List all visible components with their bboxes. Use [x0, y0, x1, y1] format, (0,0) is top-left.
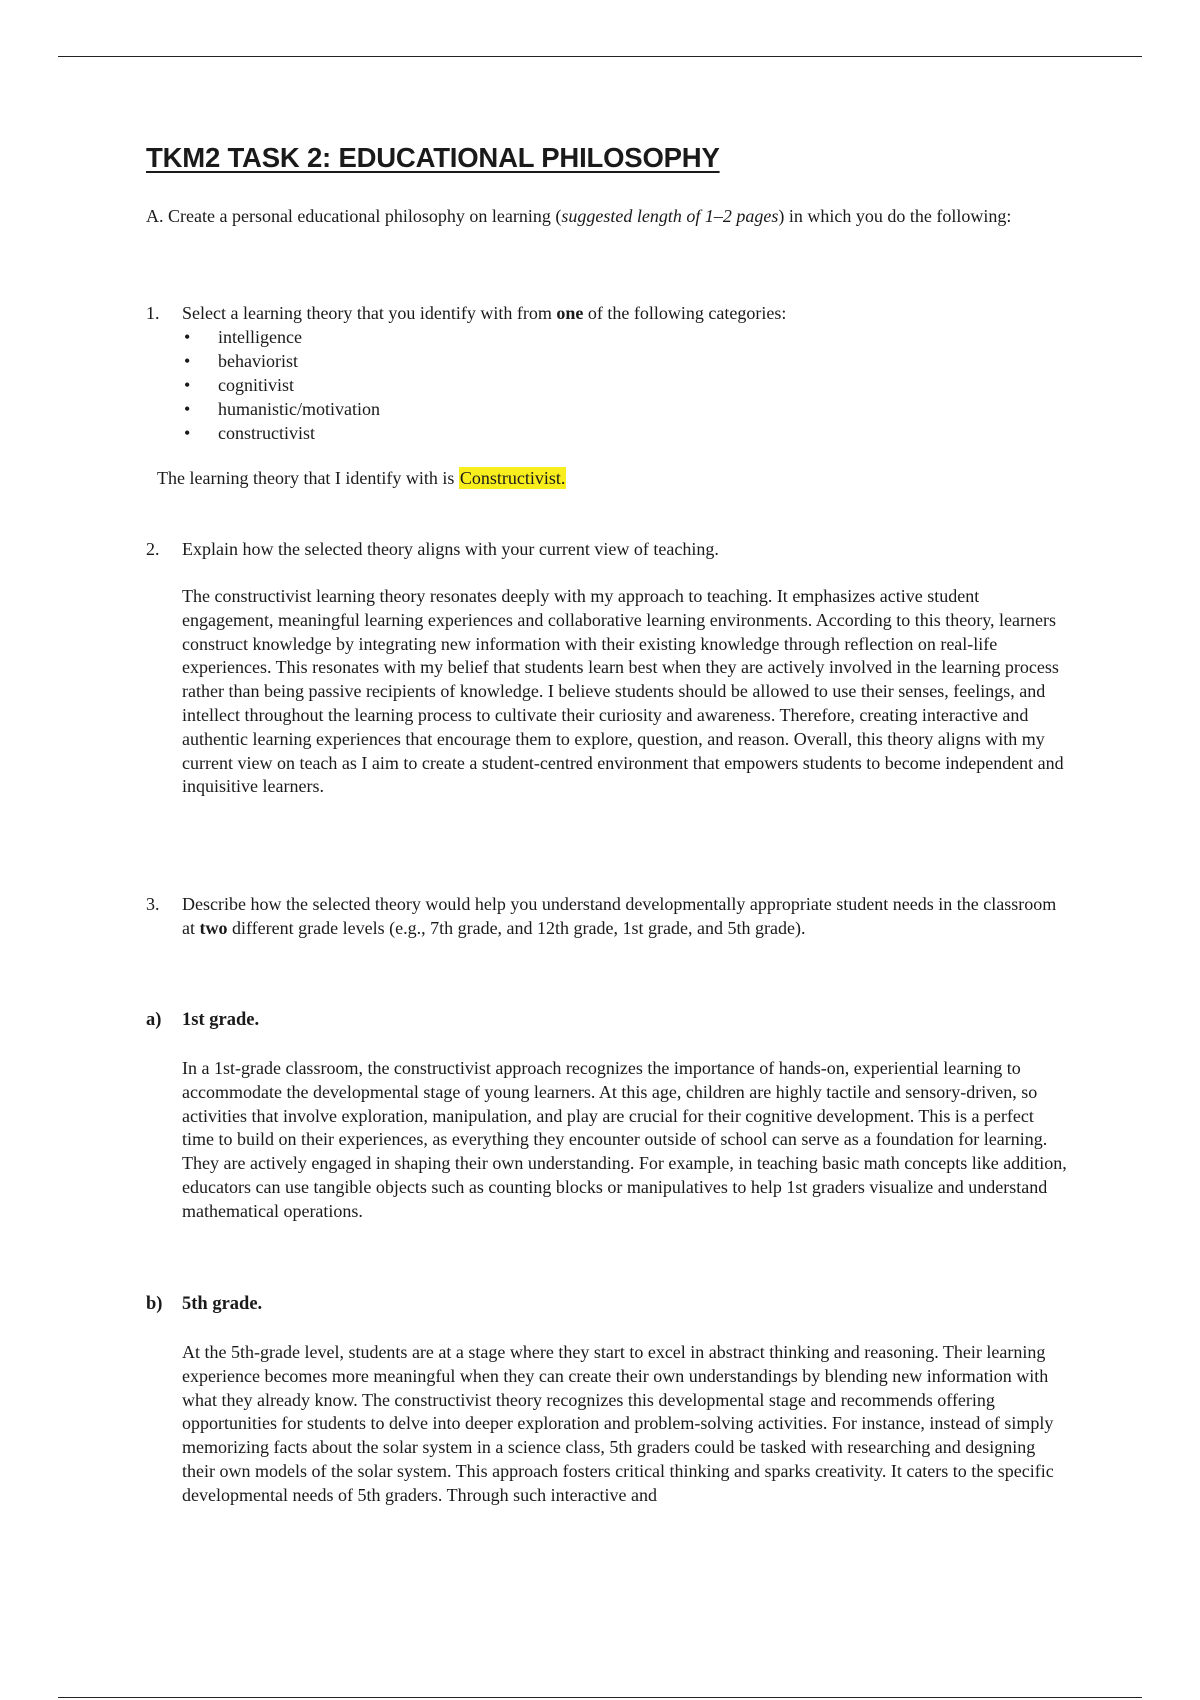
- intro-italic: suggested length of 1–2 pages: [561, 206, 779, 226]
- q2-number: 2.: [146, 539, 160, 559]
- q3-post: different grade levels (e.g., 7th grade, and 12th grade, 1st grade, and 5th grade).: [227, 918, 806, 938]
- bottom-rule: [58, 1697, 1142, 1698]
- list-item: • humanistic/motivation: [182, 397, 380, 421]
- list-item: • intelligence: [182, 325, 380, 349]
- section-a-text: In a 1st-grade classroom, the constructivist approach recognizes the importance of hands-on, experiential learning to accommodate the developmental stage of young learners. At this age, children are highly tactile and sensory-driven, so activities that involve exploration, manipulation, and play are crucial for their cognitive development. This is a perfect time to build on their experiences, as everything they encounter outside of school can serve as a foundation for learning. They are actively engaged in shaping their own understanding. For example, in teaching basic math concepts like addition, educators can use tangible objects such as counting blocks or manipulatives to help 1st graders visualize and understand mathematical operations.: [182, 1058, 1067, 1221]
- q3-pre: Describe how the selected theory would help you understand developmentally appropriate student needs in the classroom at: [182, 894, 1057, 938]
- q1-answer-prefix: The learning theory that I identify with is: [157, 468, 459, 488]
- section-b-label: b): [146, 1294, 163, 1314]
- intro-prefix: A. Create a personal educational philosophy on learning (: [146, 206, 562, 226]
- q3-bold: two: [199, 918, 228, 938]
- section-a-label: a): [146, 1010, 162, 1030]
- list-item: • constructivist: [182, 421, 380, 445]
- q2-answer: The constructivist learning theory resonates deeply with my approach to teaching. It emphasizes active student engagement, meaningful learning experiences and collaborative learning environments. According to this theory, learners construct knowledge by integrating new information with their existing knowledge through reflection on real-life experiences. This resonates with my belief that students learn best when they are actively involved in the learning process rather than being passive recipients of knowledge. I believe students should be allowed to use their senses, feelings, and intellect throughout the learning process to cultivate their curiosity and awareness. Therefore, creating interactive and authentic learning experiences that encourage them to explore, question, and reason. Overall, this theory aligns with my current view on teach as I aim to create a student-centred environment that empowers students to become independent and inquisitive learners.: [182, 586, 1064, 797]
- section-b-text: At the 5th-grade level, students are at a stage where they start to excel in abstract thinking and reasoning. Their learning experience becomes more meaningful when they can create their own understandings by blending new information with what they already know. The constructivist theory recognizes this developmental stage and recommends offering opportunities for students to delve into deeper exploration and problem-solving activities. For instance, instead of simply memorizing facts about the solar system in a science class, 5th graders could be tasked with researching and designing their own models of the solar system. This approach fosters critical thinking and sparks creativity. It caters to the specific developmental needs of 5th graders. Through such interactive and: [182, 1342, 1054, 1505]
- highlighted-answer: Constructivist.: [459, 468, 566, 488]
- top-rule: [58, 56, 1142, 57]
- intro-prompt: [146, 204, 1066, 228]
- q1-pre: Select a learning theory that you identify with from: [182, 303, 557, 323]
- q2-question: Explain how the selected theory aligns with your current view of teaching.: [182, 539, 719, 559]
- section-b-title: 5th grade.: [182, 1294, 263, 1314]
- intro-suffix: ) in which you do the following:: [778, 206, 1012, 226]
- page-title: TKM2 TASK 2: EDUCATIONAL PHILOSOPHY: [146, 142, 720, 173]
- q3-question: [182, 892, 1067, 940]
- q1-post: of the following categories:: [583, 303, 787, 323]
- q3-number: 3.: [146, 894, 160, 914]
- q1-number: 1.: [146, 303, 160, 323]
- q1-bold: one: [556, 303, 584, 323]
- q1-question: [182, 301, 1067, 325]
- q1-answer: [157, 466, 566, 490]
- list-item: • behaviorist: [182, 349, 380, 373]
- section-a-title: 1st grade.: [182, 1010, 260, 1030]
- categories-list: [182, 325, 380, 445]
- list-item: • cognitivist: [182, 373, 380, 397]
